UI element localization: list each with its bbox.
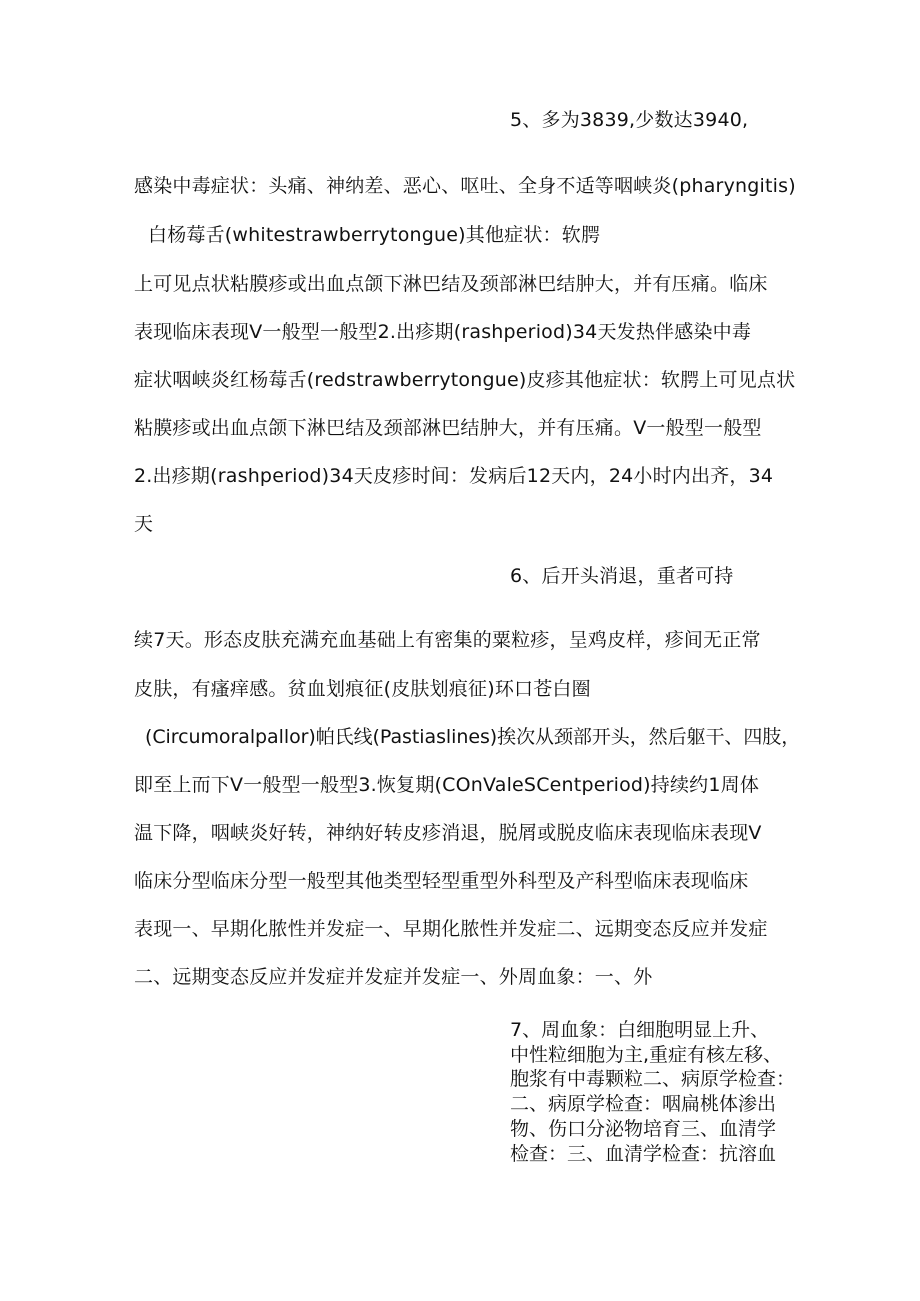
text-line: 感染中毒症状：头痛、神纳差、恶心、呕吐、全身不适等咽峡炎(pharyngitis) — [134, 175, 796, 197]
text-line: 粘膜疹或出血点颌下淋巴结及颈部淋巴结肿大，并有压痛。V一般型一般型 — [134, 417, 762, 439]
section-heading-5: 5、多为3839,少数达3940, — [510, 109, 749, 131]
text-line: 皮肤，有瘙痒感。贫血划痕征(皮肤划痕征)环口苍白圈 — [134, 678, 591, 700]
text-line: 即至上而下V一般型一般型3.恢复期(COnValeSCentperiod)持续约1周体 — [134, 774, 760, 796]
section-heading-6: 6、后开头消退，重者可持 — [510, 565, 734, 587]
text-line: 中性粒细胞为主,重症有核左移、 — [510, 1043, 783, 1066]
text-line: (Circumoralpallor)帕氏线(Pastiaslines)挨次从颈部开头，然后躯干、四肢， — [145, 726, 801, 748]
text-line: 天 — [134, 513, 154, 535]
text-line: 物、伤口分泌物培育三、血清学 — [510, 1117, 777, 1140]
text-line: 症状咽峡炎红杨莓舌(redstrawberrytongue)皮疹其他症状：软腭上可见点状 — [134, 369, 796, 391]
narrow-paragraph-7 — [510, 1018, 800, 1166]
text-line: 温下降，咽峡炎好转，神纳好转皮疹消退，脱屑或脱皮临床表现临床表现V — [134, 822, 762, 844]
text-line: 临床分型临床分型一般型其他类型轻型重型外科型及产科型临床表现临床 — [134, 870, 749, 892]
text-line: 检查：三、血清学检查：抗溶血 — [510, 1142, 777, 1165]
text-line: 二、病原学检查：咽扁桃体渗出 — [510, 1093, 777, 1116]
text-line: 续7天。形态皮肤充满充血基础上有密集的粟粒疹，呈鸡皮样，疹间无正常 — [134, 629, 761, 651]
text-line: 二、远期变态反应并发症并发症并发症一、外周血象：一、外 — [134, 966, 653, 988]
text-line: 上可见点状粘膜疹或出血点颌下淋巴结及颈部淋巴结肿大，并有压痛。临床 — [134, 273, 768, 295]
text-line: 7、周血象：白细胞明显上升、 — [510, 1019, 770, 1041]
text-line: 胞浆有中毒颗粒二、病原学检查： — [510, 1068, 796, 1091]
text-line: 2.出疹期(rashperiod)34天皮疹时间：发病后12天内，24小时内出齐，34 — [134, 465, 774, 487]
text-line: 表现一、早期化脓性并发症一、早期化脓性并发症二、远期变态反应并发症 — [134, 918, 768, 940]
text-line: 表现临床表现V一般型一般型2.出疹期(rashperiod)34天发热伴感染中毒 — [134, 321, 752, 343]
text-line: 白杨莓舌(whitestrawberrytongue)其他症状：软腭 — [148, 224, 601, 246]
